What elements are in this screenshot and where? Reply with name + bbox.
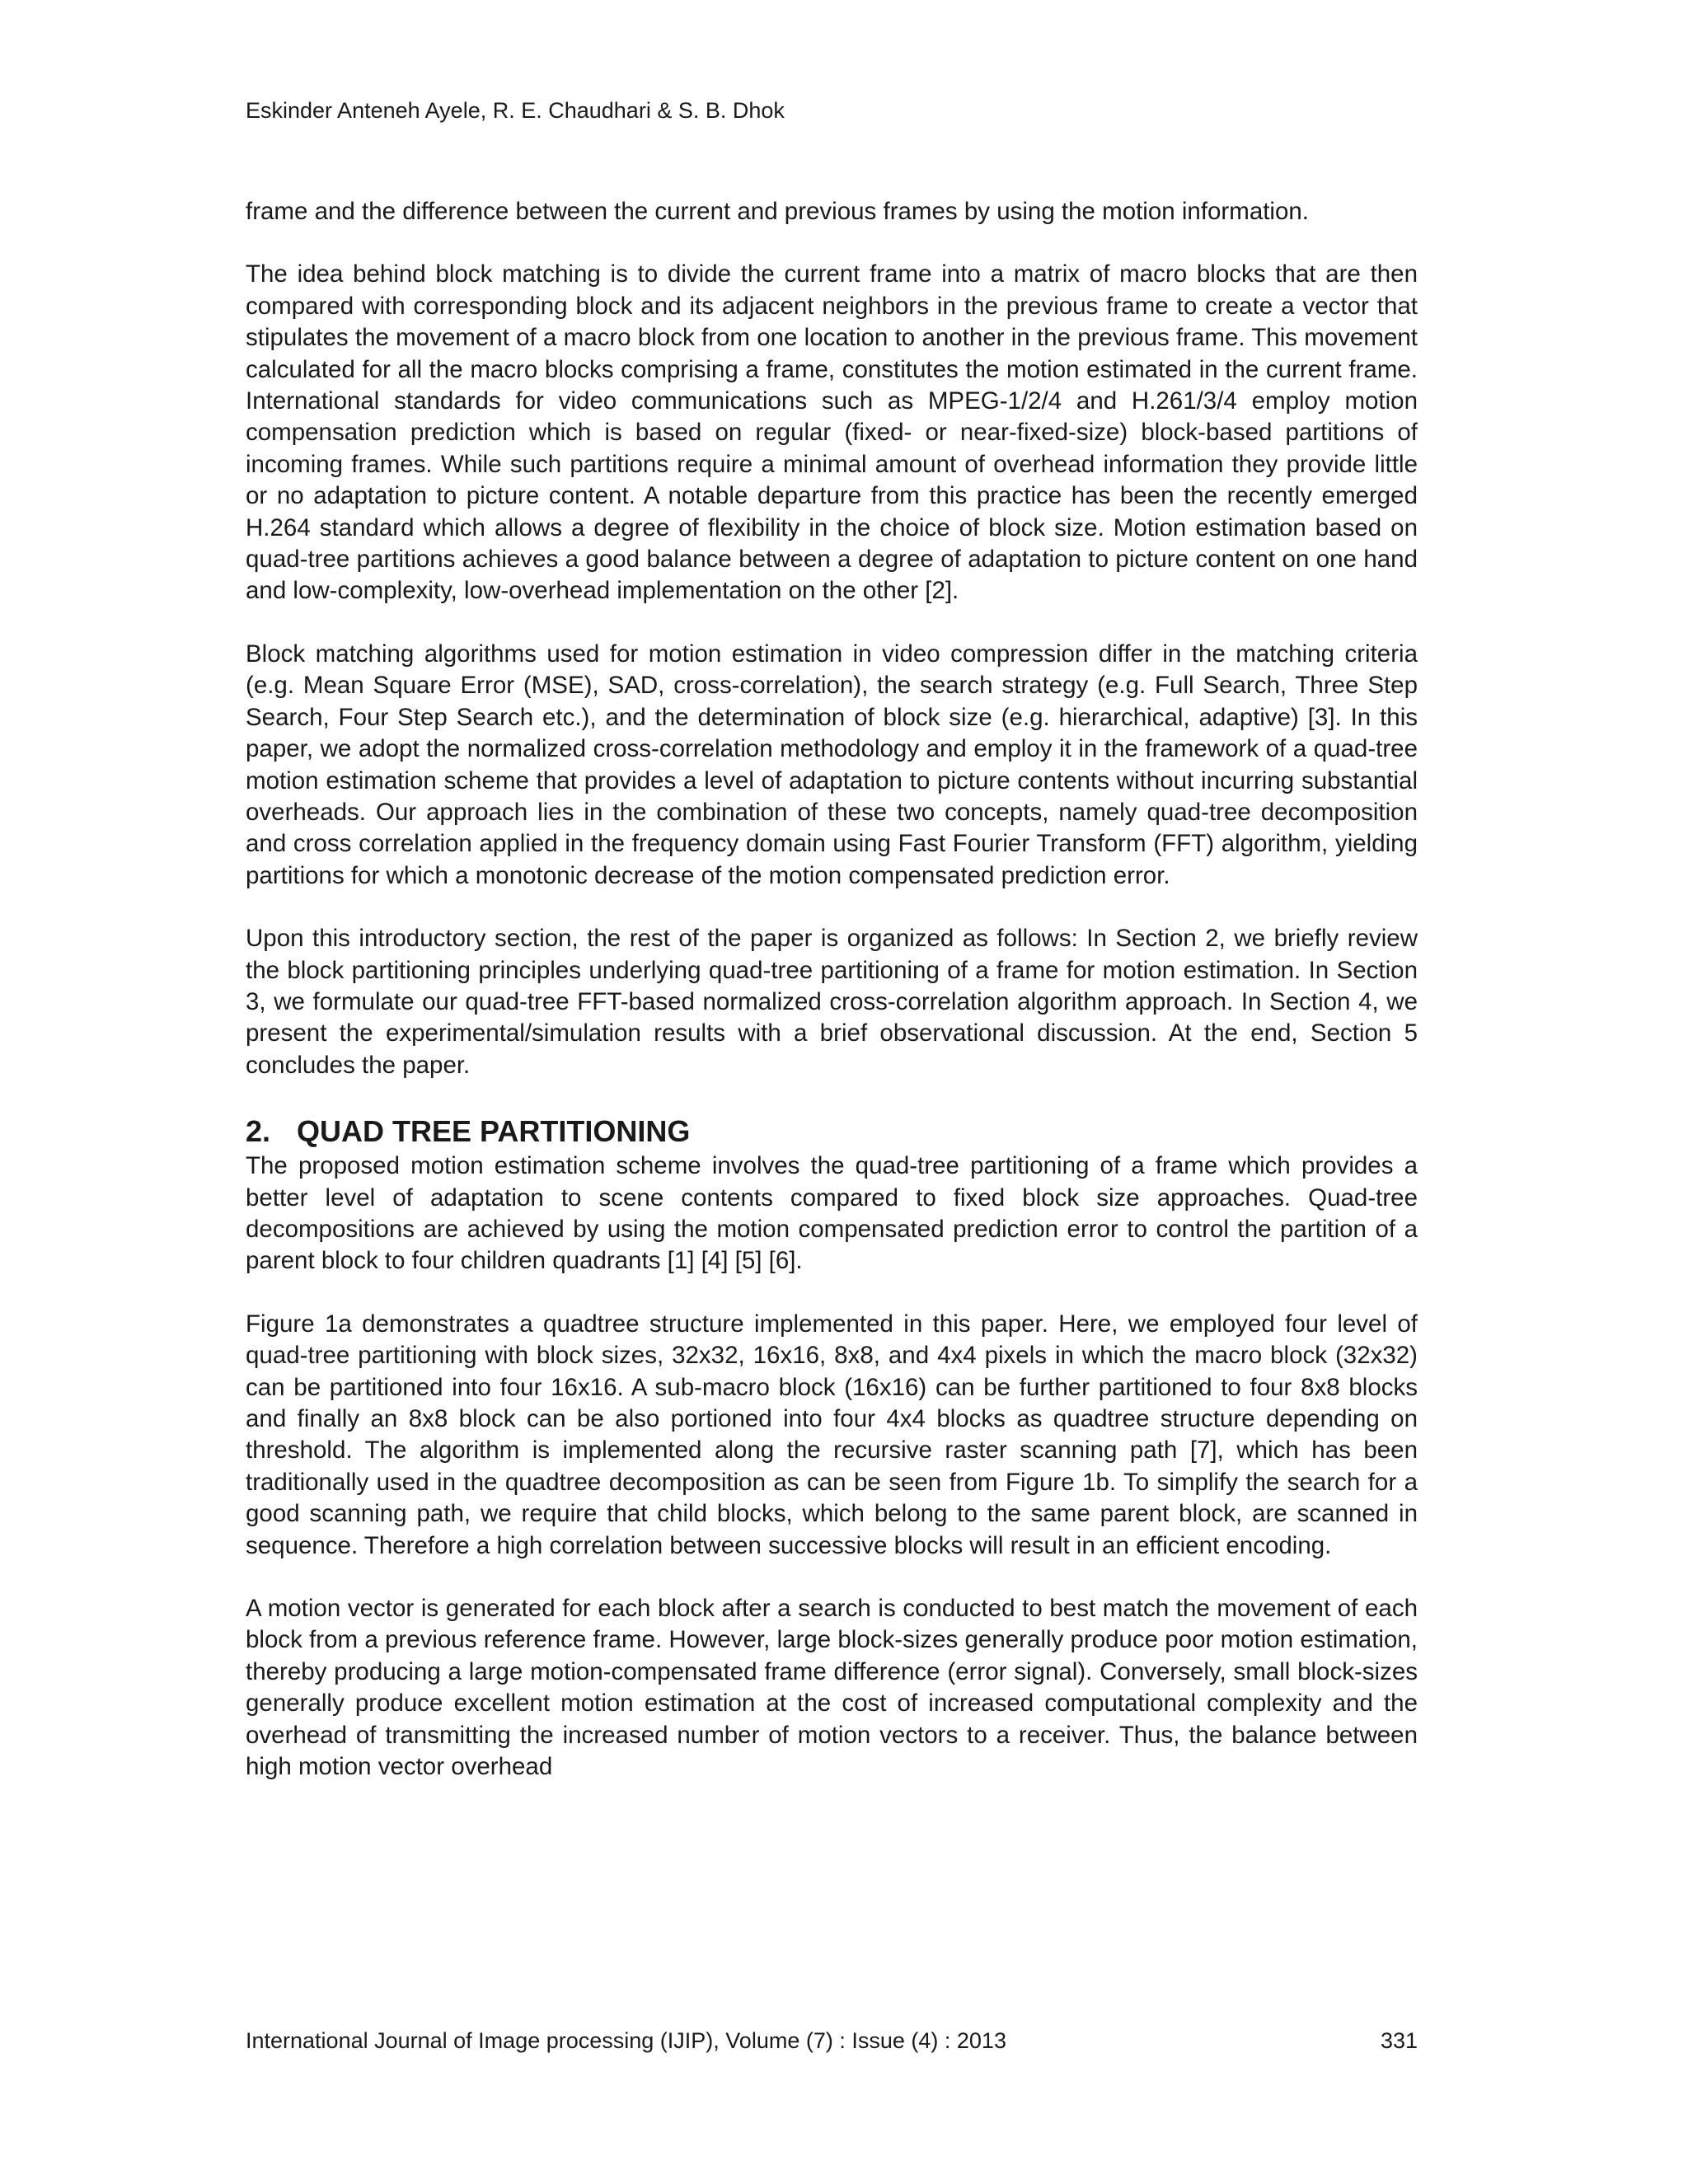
body-column [246, 196, 1418, 1814]
paragraph: Block matching algorithms used for motion estimation in video compression differ in the matching criteria (e.g. Mean Square Error (MSE), SAD, cross-correlation), the search strategy (e.g. Full Search, Three Step Search, Four Step Search etc.), and the determination of block size (e.g. hierarchical, adaptive) [3]. In this paper, we adopt the normalized cross-correlation methodology and employ it in the framework of a quad-tree motion estimation scheme that provides a level of adaptation to picture contents without incurring substantial overheads. Our approach lies in the combination of these two concepts, namely quad-tree decomposition and cross correlation applied in the frequency domain using Fast Fourier Transform (FFT) algorithm, yielding partitions for which a monotonic decrease of the motion compensated prediction error. [246, 640, 1418, 889]
footer-journal-citation: International Journal of Image processing (IJIP), Volume (7) : Issue (4) : 2013 [246, 2028, 1006, 2053]
section-title: QUAD TREE PARTITIONING [297, 1114, 691, 1149]
paragraph: A motion vector is generated for each block after a search is conducted to best match the movement of each block from a previous reference frame. However, large block-sizes generally produce poor motion estimation, thereby producing a large motion-compensated frame difference (error signal). Conversely, small block-sizes generally produce excellent motion estimation at the cost of increased computational complexity and the overhead of transmitting the increased number of motion vectors to a receiver. Thus, the balance between high motion vector overhead [246, 1595, 1418, 1781]
paragraph: The idea behind block matching is to divide the current frame into a matrix of macro blocks that are then compared with corresponding block and its adjacent neighbors in the previous frame to create a vector that stipulates the movement of a macro block from one location to another in the previous frame. This movement calculated for all the macro blocks comprising a frame, constitutes the motion estimated in the current frame. International standards for video communications such as MPEG-1/2/4 and H.261/3/4 employ motion compensation prediction which is based on regular (fixed- or near-fixed-size) block-based partitions of incoming frames. While such partitions require a minimal amount of overhead information they provide little or no adaptation to picture content. A notable departure from this practice has been the recently emerged H.264 standard which allows a degree of flexibility in the choice of block size. Motion estimation based on quad-tree partitions achieves a good balance between a degree of adaptation to picture content on one hand and low-complexity, low-overhead implementation on the other [2]. [246, 260, 1418, 605]
paragraph: frame and the difference between the current and previous frames by using the motion information. [246, 198, 1309, 225]
paragraph: Upon this introductory section, the rest of the paper is organized as follows: In Section 2, we briefly review the block partitioning principles underlying quad-tree partitioning of a frame for motion estimation. In Section 3, we formulate our quad-tree FFT-based normalized cross-correlation algorithm approach. In Section 4, we present the experimental/simulation results with a brief observational discussion. At the end, Section 5 concludes the paper. [246, 925, 1418, 1079]
page-footer [246, 2027, 1418, 2054]
paragraph: The proposed motion estimation scheme involves the quad-tree partitioning of a frame which provides a better level of adaptation to scene contents compared to fixed block size approaches. Quad-tree decompositions are achieved by using the motion compensated prediction error to control the partition of a parent block to four children quadrants [1] [4] [5] [6]. [246, 1152, 1418, 1275]
section-heading [246, 1113, 1418, 1151]
running-head-authors: Eskinder Anteneh Ayele, R. E. Chaudhari & S. B. Dhok [246, 98, 785, 123]
section-number: 2. [246, 1114, 271, 1149]
paragraph: Figure 1a demonstrates a quadtree structure implemented in this paper. Here, we employed four level of quad-tree partitioning with block sizes, 32x32, 16x16, 8x8, and 4x4 pixels in which the macro block (32x32) can be partitioned into four 16x16. A sub-macro block (16x16) can be further partitioned to four 8x8 blocks and finally an 8x8 block can be also portioned into four 4x4 blocks as quadtree structure depending on threshold. The algorithm is implemented along the recursive raster scanning path [7], which has been traditionally used in the quadtree decomposition as can be seen from Figure 1b. To simplify the search for a good scanning path, we require that child blocks, which belong to the same parent block, are scanned in sequence. Therefore a high correlation between successive blocks will result in an efficient encoding. [246, 1310, 1418, 1559]
page-number: 331 [1380, 2028, 1418, 2053]
